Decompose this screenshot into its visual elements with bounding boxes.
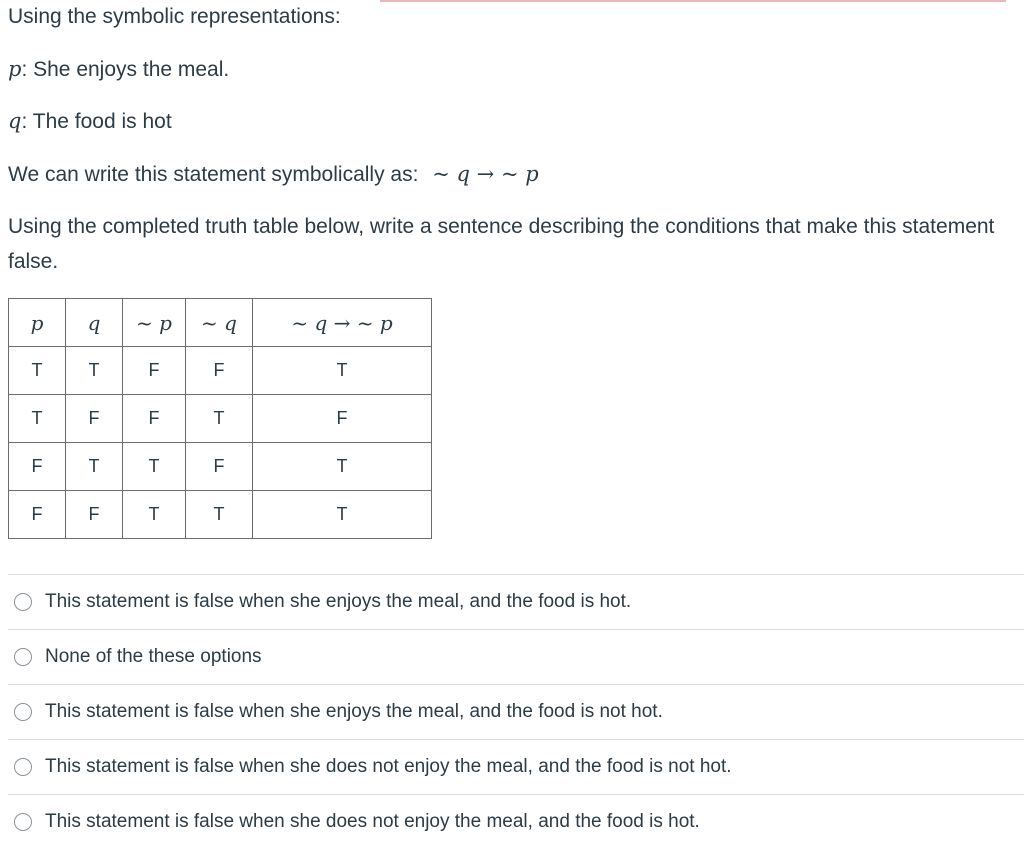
- answer-option-4[interactable]: [8, 739, 1024, 794]
- p-symbol: p: [8, 57, 22, 81]
- header-not-q: ~ q: [186, 299, 253, 347]
- table-cell: T: [253, 443, 432, 491]
- radio-button[interactable]: [14, 813, 32, 831]
- p-definition-text: : She enjoys the meal.: [21, 58, 230, 81]
- table-cell: T: [66, 443, 123, 491]
- symbolic-statement: [8, 157, 539, 192]
- table-cell: F: [123, 395, 186, 443]
- p-definition: [8, 52, 229, 87]
- radio-button[interactable]: [14, 703, 32, 721]
- instruction-text: Using the completed truth table below, write a sentence describing the conditions that make this statement false.: [8, 215, 995, 273]
- table-cell: T: [123, 491, 186, 539]
- answer-option-3[interactable]: [8, 684, 1024, 739]
- radio-button[interactable]: [14, 758, 32, 776]
- table-cell: T: [186, 395, 253, 443]
- table-cell: T: [66, 347, 123, 395]
- symbolic-expression: ~ q → ~ p: [432, 162, 539, 186]
- table-cell: F: [186, 443, 253, 491]
- table-cell: F: [9, 491, 66, 539]
- truth-table-header-row: [9, 299, 432, 347]
- truth-table: [8, 298, 432, 539]
- answer-option-label: This statement is false when she enjoys the meal, and the food is not hot.: [45, 701, 663, 722]
- table-cell: T: [186, 491, 253, 539]
- answer-option-1[interactable]: [8, 574, 1024, 629]
- answer-option-5[interactable]: [8, 794, 1024, 849]
- table-cell: F: [123, 347, 186, 395]
- header-implication: ~ q → ~ p: [253, 299, 432, 347]
- header-q: q: [66, 299, 123, 347]
- table-cell: F: [186, 347, 253, 395]
- top-accent-bar: [380, 0, 1006, 2]
- q-definition-text: : The food is hot: [21, 110, 172, 133]
- table-cell: F: [66, 491, 123, 539]
- table-cell: F: [66, 395, 123, 443]
- table-cell: T: [123, 443, 186, 491]
- radio-button[interactable]: [14, 648, 32, 666]
- table-row: [9, 443, 432, 491]
- radio-button[interactable]: [14, 593, 32, 611]
- table-cell: T: [9, 395, 66, 443]
- table-row: [9, 347, 432, 395]
- table-row: [9, 491, 432, 539]
- answer-option-label: This statement is false when she enjoys the meal, and the food is hot.: [45, 591, 632, 612]
- table-cell: F: [253, 395, 432, 443]
- table-cell: F: [9, 443, 66, 491]
- answer-options: [8, 574, 1024, 849]
- table-cell: T: [253, 491, 432, 539]
- header-p: p: [9, 299, 66, 347]
- table-row: [9, 395, 432, 443]
- table-cell: T: [9, 347, 66, 395]
- answer-option-label: This statement is false when she does not enjoy the meal, and the food is hot.: [45, 811, 700, 832]
- intro-text: Using the symbolic representations:: [8, 5, 341, 28]
- q-definition: [8, 104, 172, 139]
- answer-option-label: None of the these options: [45, 646, 262, 667]
- symbolic-statement-text: We can write this statement symbolically as:: [8, 163, 419, 186]
- table-cell: T: [253, 347, 432, 395]
- header-not-p: ~ p: [123, 299, 186, 347]
- answer-option-label: This statement is false when she does not enjoy the meal, and the food is not hot.: [45, 756, 732, 777]
- answer-option-2[interactable]: [8, 629, 1024, 684]
- q-symbol: q: [8, 109, 22, 133]
